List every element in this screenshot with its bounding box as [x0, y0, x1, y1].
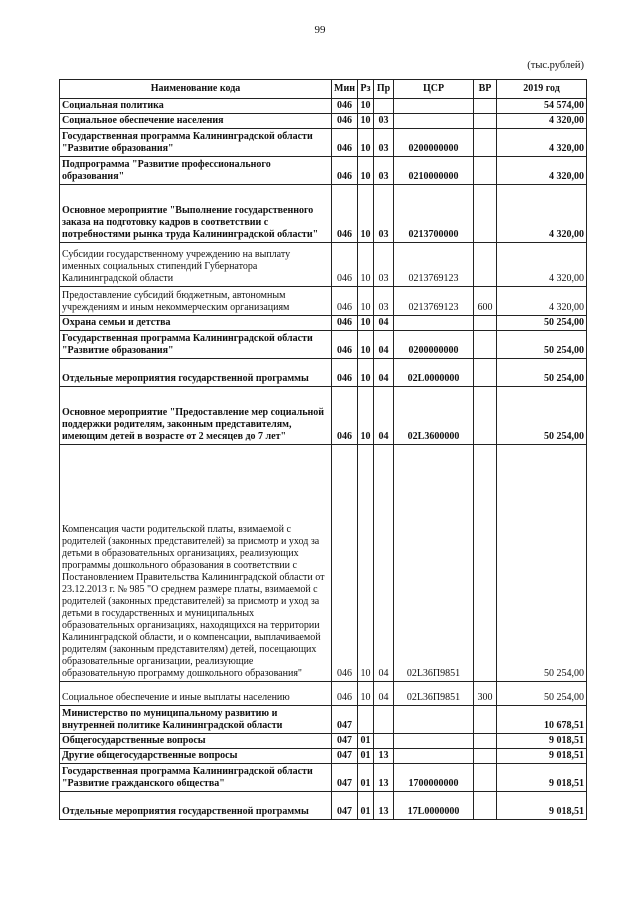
cell-pr: 04 [374, 682, 394, 706]
cell-name: Общегосударственные вопросы [60, 734, 332, 749]
cell-rz: 01 [358, 734, 374, 749]
header-vr: ВР [474, 80, 497, 99]
cell-vr [474, 706, 497, 734]
cell-min: 046 [332, 287, 358, 316]
cell-min: 047 [332, 764, 358, 792]
cell-name: Социальное обеспечение и иные выплаты населению [60, 682, 332, 706]
cell-amount: 50 254,00 [497, 445, 587, 682]
cell-rz [358, 706, 374, 734]
cell-rz: 10 [358, 359, 374, 387]
cell-amount: 9 018,51 [497, 749, 587, 764]
cell-pr: 13 [374, 764, 394, 792]
cell-rz: 10 [358, 185, 374, 243]
cell-rz: 10 [358, 445, 374, 682]
cell-vr [474, 129, 497, 157]
cell-amount: 4 320,00 [497, 157, 587, 185]
cell-pr: 04 [374, 445, 394, 682]
page-number: 99 [314, 24, 326, 36]
cell-min: 046 [332, 359, 358, 387]
cell-name: Государственная программа Калининградской области "Развитие образования" [60, 331, 332, 359]
cell-amount: 54 574,00 [497, 99, 587, 114]
cell-vr: 600 [474, 287, 497, 316]
cell-name: Предоставление субсидий бюджетным, автономным учреждениям и иным некоммерческим организациям [60, 287, 332, 316]
cell-csr: 02L36П9851 [394, 445, 474, 682]
cell-amount: 10 678,51 [497, 706, 587, 734]
cell-name: Социальная политика [60, 99, 332, 114]
cell-amount: 4 320,00 [497, 129, 587, 157]
cell-csr: 0200000000 [394, 129, 474, 157]
cell-min: 047 [332, 706, 358, 734]
cell-vr [474, 764, 497, 792]
table-row [60, 185, 587, 243]
cell-min: 046 [332, 682, 358, 706]
header-rz: Рз [358, 80, 374, 99]
header-csr: ЦСР [394, 80, 474, 99]
cell-min: 046 [332, 316, 358, 331]
cell-csr: 0213700000 [394, 185, 474, 243]
cell-name: Основное мероприятие "Предоставление мер социальной поддержки родителям, законным представителям, имеющим детей в возрасте от 2 месяцев до 7 лет" [60, 387, 332, 445]
cell-min: 047 [332, 734, 358, 749]
cell-rz: 10 [358, 316, 374, 331]
cell-csr [394, 114, 474, 129]
cell-min: 046 [332, 157, 358, 185]
cell-pr [374, 99, 394, 114]
table-row [60, 316, 587, 331]
table-row [60, 243, 587, 287]
cell-csr [394, 99, 474, 114]
cell-rz: 10 [358, 331, 374, 359]
cell-vr [474, 243, 497, 287]
cell-amount: 50 254,00 [497, 316, 587, 331]
cell-pr: 03 [374, 185, 394, 243]
cell-rz: 01 [358, 792, 374, 820]
cell-vr [474, 99, 497, 114]
cell-amount: 4 320,00 [497, 114, 587, 129]
header-min: Мин [332, 80, 358, 99]
cell-min: 046 [332, 99, 358, 114]
cell-rz: 01 [358, 764, 374, 792]
cell-min: 046 [332, 387, 358, 445]
table-row [60, 359, 587, 387]
cell-vr [474, 387, 497, 445]
cell-pr [374, 734, 394, 749]
cell-pr: 04 [374, 359, 394, 387]
cell-name: Подпрограмма "Развитие профессионального образования" [60, 157, 332, 185]
cell-vr [474, 792, 497, 820]
cell-pr: 13 [374, 792, 394, 820]
table-body [60, 99, 587, 820]
cell-rz: 10 [358, 287, 374, 316]
cell-pr: 03 [374, 243, 394, 287]
cell-name: Другие общегосударственные вопросы [60, 749, 332, 764]
header-year: 2019 год [497, 80, 587, 99]
cell-pr [374, 706, 394, 734]
table-header-row [60, 80, 587, 99]
cell-pr: 13 [374, 749, 394, 764]
cell-name: Основное мероприятие "Выполнение государственного заказа на подготовку кадров в соответствии с потребностями рынка труда Калининградской области" [60, 185, 332, 243]
cell-amount: 4 320,00 [497, 287, 587, 316]
cell-rz: 10 [358, 129, 374, 157]
cell-min: 046 [332, 185, 358, 243]
cell-amount: 50 254,00 [497, 387, 587, 445]
cell-amount: 9 018,51 [497, 734, 587, 749]
cell-vr [474, 749, 497, 764]
table-row [60, 445, 587, 682]
cell-amount: 9 018,51 [497, 764, 587, 792]
table-row [60, 114, 587, 129]
table-row [60, 287, 587, 316]
cell-rz: 10 [358, 114, 374, 129]
cell-name: Отдельные мероприятия государственной программы [60, 792, 332, 820]
cell-rz: 10 [358, 243, 374, 287]
cell-rz: 10 [358, 682, 374, 706]
cell-csr: 02L0000000 [394, 359, 474, 387]
cell-pr: 03 [374, 114, 394, 129]
table-row [60, 706, 587, 734]
cell-name: Министерство по муниципальному развитию и внутренней политике Калининградской области [60, 706, 332, 734]
cell-rz: 01 [358, 749, 374, 764]
cell-pr: 03 [374, 129, 394, 157]
cell-pr: 04 [374, 331, 394, 359]
cell-vr [474, 734, 497, 749]
cell-vr [474, 331, 497, 359]
cell-min: 047 [332, 792, 358, 820]
cell-amount: 4 320,00 [497, 185, 587, 243]
budget-table [59, 79, 587, 820]
cell-amount: 4 320,00 [497, 243, 587, 287]
cell-amount: 50 254,00 [497, 359, 587, 387]
cell-csr: 0210000000 [394, 157, 474, 185]
cell-name: Компенсация части родительской платы, взимаемой с родителей (законных представителей) за присмотр и уход за детьми в образовательных организациях, реализующих программы дошкольного образования в соответствии с Постановлением Правительства Калининградской области от 23.12.2013 г. № 985 "О среднем размере платы, взимаемой с родителей (законных представителей) за присмотр и уход за детьми в государственных и муниципальных образовательных организациях, находящихся на территории Калининградской области, и о компенсации, выплачиваемой родителям (законным представителям) детей, посещающих образовательные организации, реализующие образовательную программу дошкольного образования" [60, 445, 332, 682]
cell-rz: 10 [358, 157, 374, 185]
cell-pr: 03 [374, 287, 394, 316]
cell-csr: 1700000000 [394, 764, 474, 792]
table-row [60, 331, 587, 359]
cell-min: 046 [332, 445, 358, 682]
cell-vr [474, 445, 497, 682]
table-row [60, 749, 587, 764]
cell-vr [474, 359, 497, 387]
table-row [60, 792, 587, 820]
cell-pr: 04 [374, 387, 394, 445]
cell-amount: 50 254,00 [497, 682, 587, 706]
cell-name: Отдельные мероприятия государственной программы [60, 359, 332, 387]
table-row [60, 387, 587, 445]
cell-csr [394, 706, 474, 734]
cell-csr: 0213769123 [394, 243, 474, 287]
table-row [60, 682, 587, 706]
cell-csr: 02L36П9851 [394, 682, 474, 706]
table-row [60, 734, 587, 749]
cell-csr: 17L0000000 [394, 792, 474, 820]
cell-rz: 10 [358, 387, 374, 445]
cell-min: 046 [332, 243, 358, 287]
cell-name: Государственная программа Калининградской области "Развитие образования" [60, 129, 332, 157]
cell-csr [394, 316, 474, 331]
header-pr: Пр [374, 80, 394, 99]
table-row [60, 157, 587, 185]
cell-min: 046 [332, 331, 358, 359]
cell-amount: 9 018,51 [497, 792, 587, 820]
cell-vr [474, 316, 497, 331]
cell-name: Социальное обеспечение населения [60, 114, 332, 129]
cell-pr: 03 [374, 157, 394, 185]
cell-csr: 02L3600000 [394, 387, 474, 445]
table-row [60, 129, 587, 157]
header-name: Наименование кода [60, 80, 332, 99]
cell-pr: 04 [374, 316, 394, 331]
cell-vr [474, 185, 497, 243]
cell-name: Субсидии государственному учреждению на выплату именных социальных стипендий Губернатора Калининградской области [60, 243, 332, 287]
cell-name: Государственная программа Калининградской области "Развитие гражданского общества" [60, 764, 332, 792]
cell-vr: 300 [474, 682, 497, 706]
cell-csr: 0200000000 [394, 331, 474, 359]
cell-amount: 50 254,00 [497, 331, 587, 359]
table-row [60, 99, 587, 114]
cell-vr [474, 157, 497, 185]
units-label: (тыс.рублей) [527, 60, 584, 71]
cell-csr: 0213769123 [394, 287, 474, 316]
cell-min: 046 [332, 129, 358, 157]
cell-vr [474, 114, 497, 129]
cell-csr [394, 749, 474, 764]
cell-min: 046 [332, 114, 358, 129]
cell-name: Охрана семьи и детства [60, 316, 332, 331]
cell-rz: 10 [358, 99, 374, 114]
cell-min: 047 [332, 749, 358, 764]
table-row [60, 764, 587, 792]
cell-csr [394, 734, 474, 749]
